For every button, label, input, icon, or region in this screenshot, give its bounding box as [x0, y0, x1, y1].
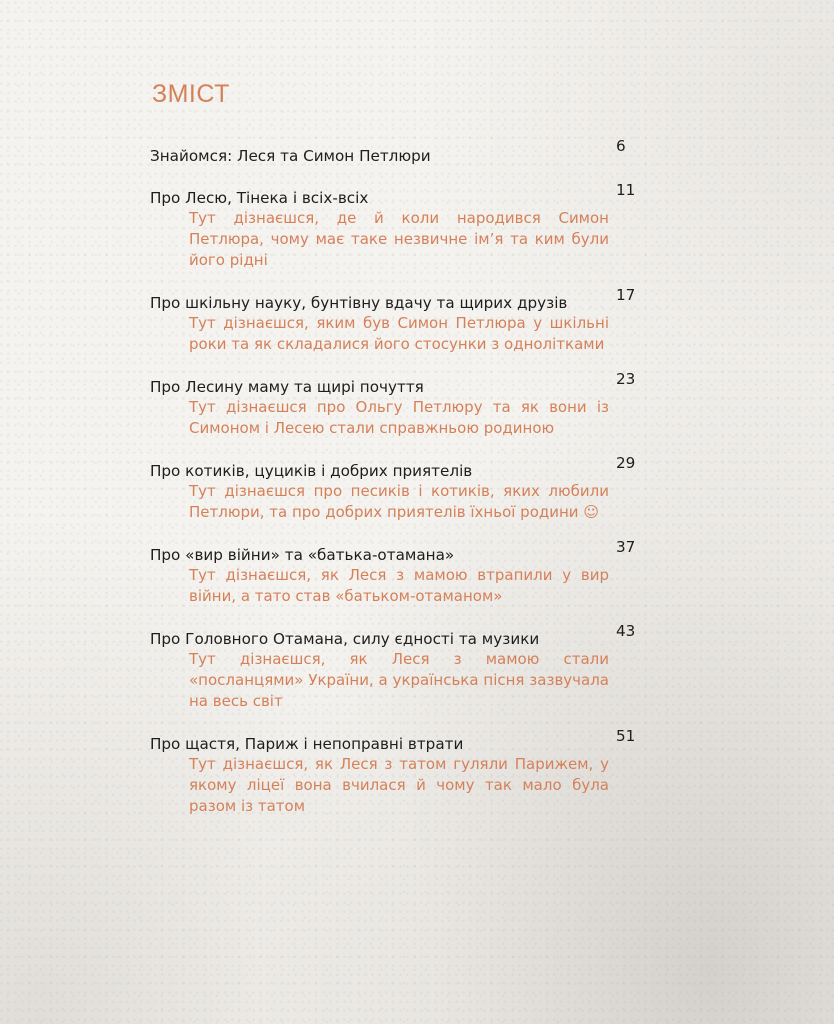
- toc-entry-description: Тут дізнаєшся, де й коли народився Симон Петлюра, чому має таке незвичне ім’я та ким були його рідні: [189, 209, 609, 269]
- toc-entry[interactable]: [150, 137, 640, 166]
- toc-entry-page: 29: [616, 454, 636, 472]
- toc-entry-title[interactable]: Знайомся: Леся та Симон Петлюри: [150, 147, 431, 165]
- toc-entry-title[interactable]: Про Головного Отамана, силу єдності та музики: [150, 630, 540, 648]
- toc-entry-title[interactable]: Про котиків, цуциків і добрих приятелів: [150, 462, 473, 480]
- toc-entry-page: 51: [616, 727, 636, 745]
- toc-entry-description: Тут дізнаєшся, як Леся з мамою втрапили у вир війни, а тато став «батьком-отаманом»: [189, 566, 609, 605]
- toc-entry-page: 23: [616, 370, 636, 388]
- toc-entry-description: Тут дізнаєшся, як Леся з татом гуляли Парижем, у якому ліцеї вона вчилася й чому так мало була разом із татом: [189, 755, 609, 815]
- toc-entry-description: Тут дізнаєшся про песиків і котиків, яких любили Петлюри, та про добрих приятелів їхньої родини ☺: [189, 482, 609, 521]
- toc-entry[interactable]: [150, 286, 640, 355]
- toc-entry-page: 37: [616, 538, 636, 556]
- toc-entry-page: 17: [616, 286, 636, 304]
- toc-entry[interactable]: [150, 538, 640, 607]
- page-title: ЗМІСТ: [152, 80, 230, 108]
- table-of-contents: [150, 80, 640, 837]
- toc-entry-title[interactable]: Про шкільну науку, бунтівну вдачу та щирих друзів: [150, 294, 568, 312]
- toc-entry-page: 6: [616, 137, 626, 155]
- toc-entry[interactable]: [150, 622, 640, 712]
- toc-entry-description: Тут дізнаєшся, як Леся з мамою стали «посланцями» України, а українська пісня зазвучала на весь світ: [189, 650, 609, 710]
- toc-entry[interactable]: [150, 727, 640, 817]
- toc-entry-description: Тут дізнаєшся про Ольгу Петлюру та як вони із Симоном і Лесею стали справжньою родиною: [189, 398, 609, 437]
- toc-entry-description: Тут дізнаєшся, яким був Симон Петлюра у шкільні роки та як складалися його стосунки з однолітками: [189, 314, 609, 353]
- toc-entry-page: 11: [616, 181, 636, 199]
- toc-entry[interactable]: [150, 181, 640, 271]
- toc-entry[interactable]: [150, 370, 640, 439]
- toc-entry-title[interactable]: Про щастя, Париж і непоправні втрати: [150, 735, 464, 753]
- toc-entry-page: 43: [616, 622, 636, 640]
- toc-entry-title[interactable]: Про Лесину маму та щирі почуття: [150, 378, 424, 396]
- toc-entry[interactable]: [150, 454, 640, 523]
- toc-entry-title[interactable]: Про «вир війни» та «батька-отамана»: [150, 546, 455, 564]
- toc-entry-title[interactable]: Про Лесю, Тінека і всіх-всіх: [150, 189, 369, 207]
